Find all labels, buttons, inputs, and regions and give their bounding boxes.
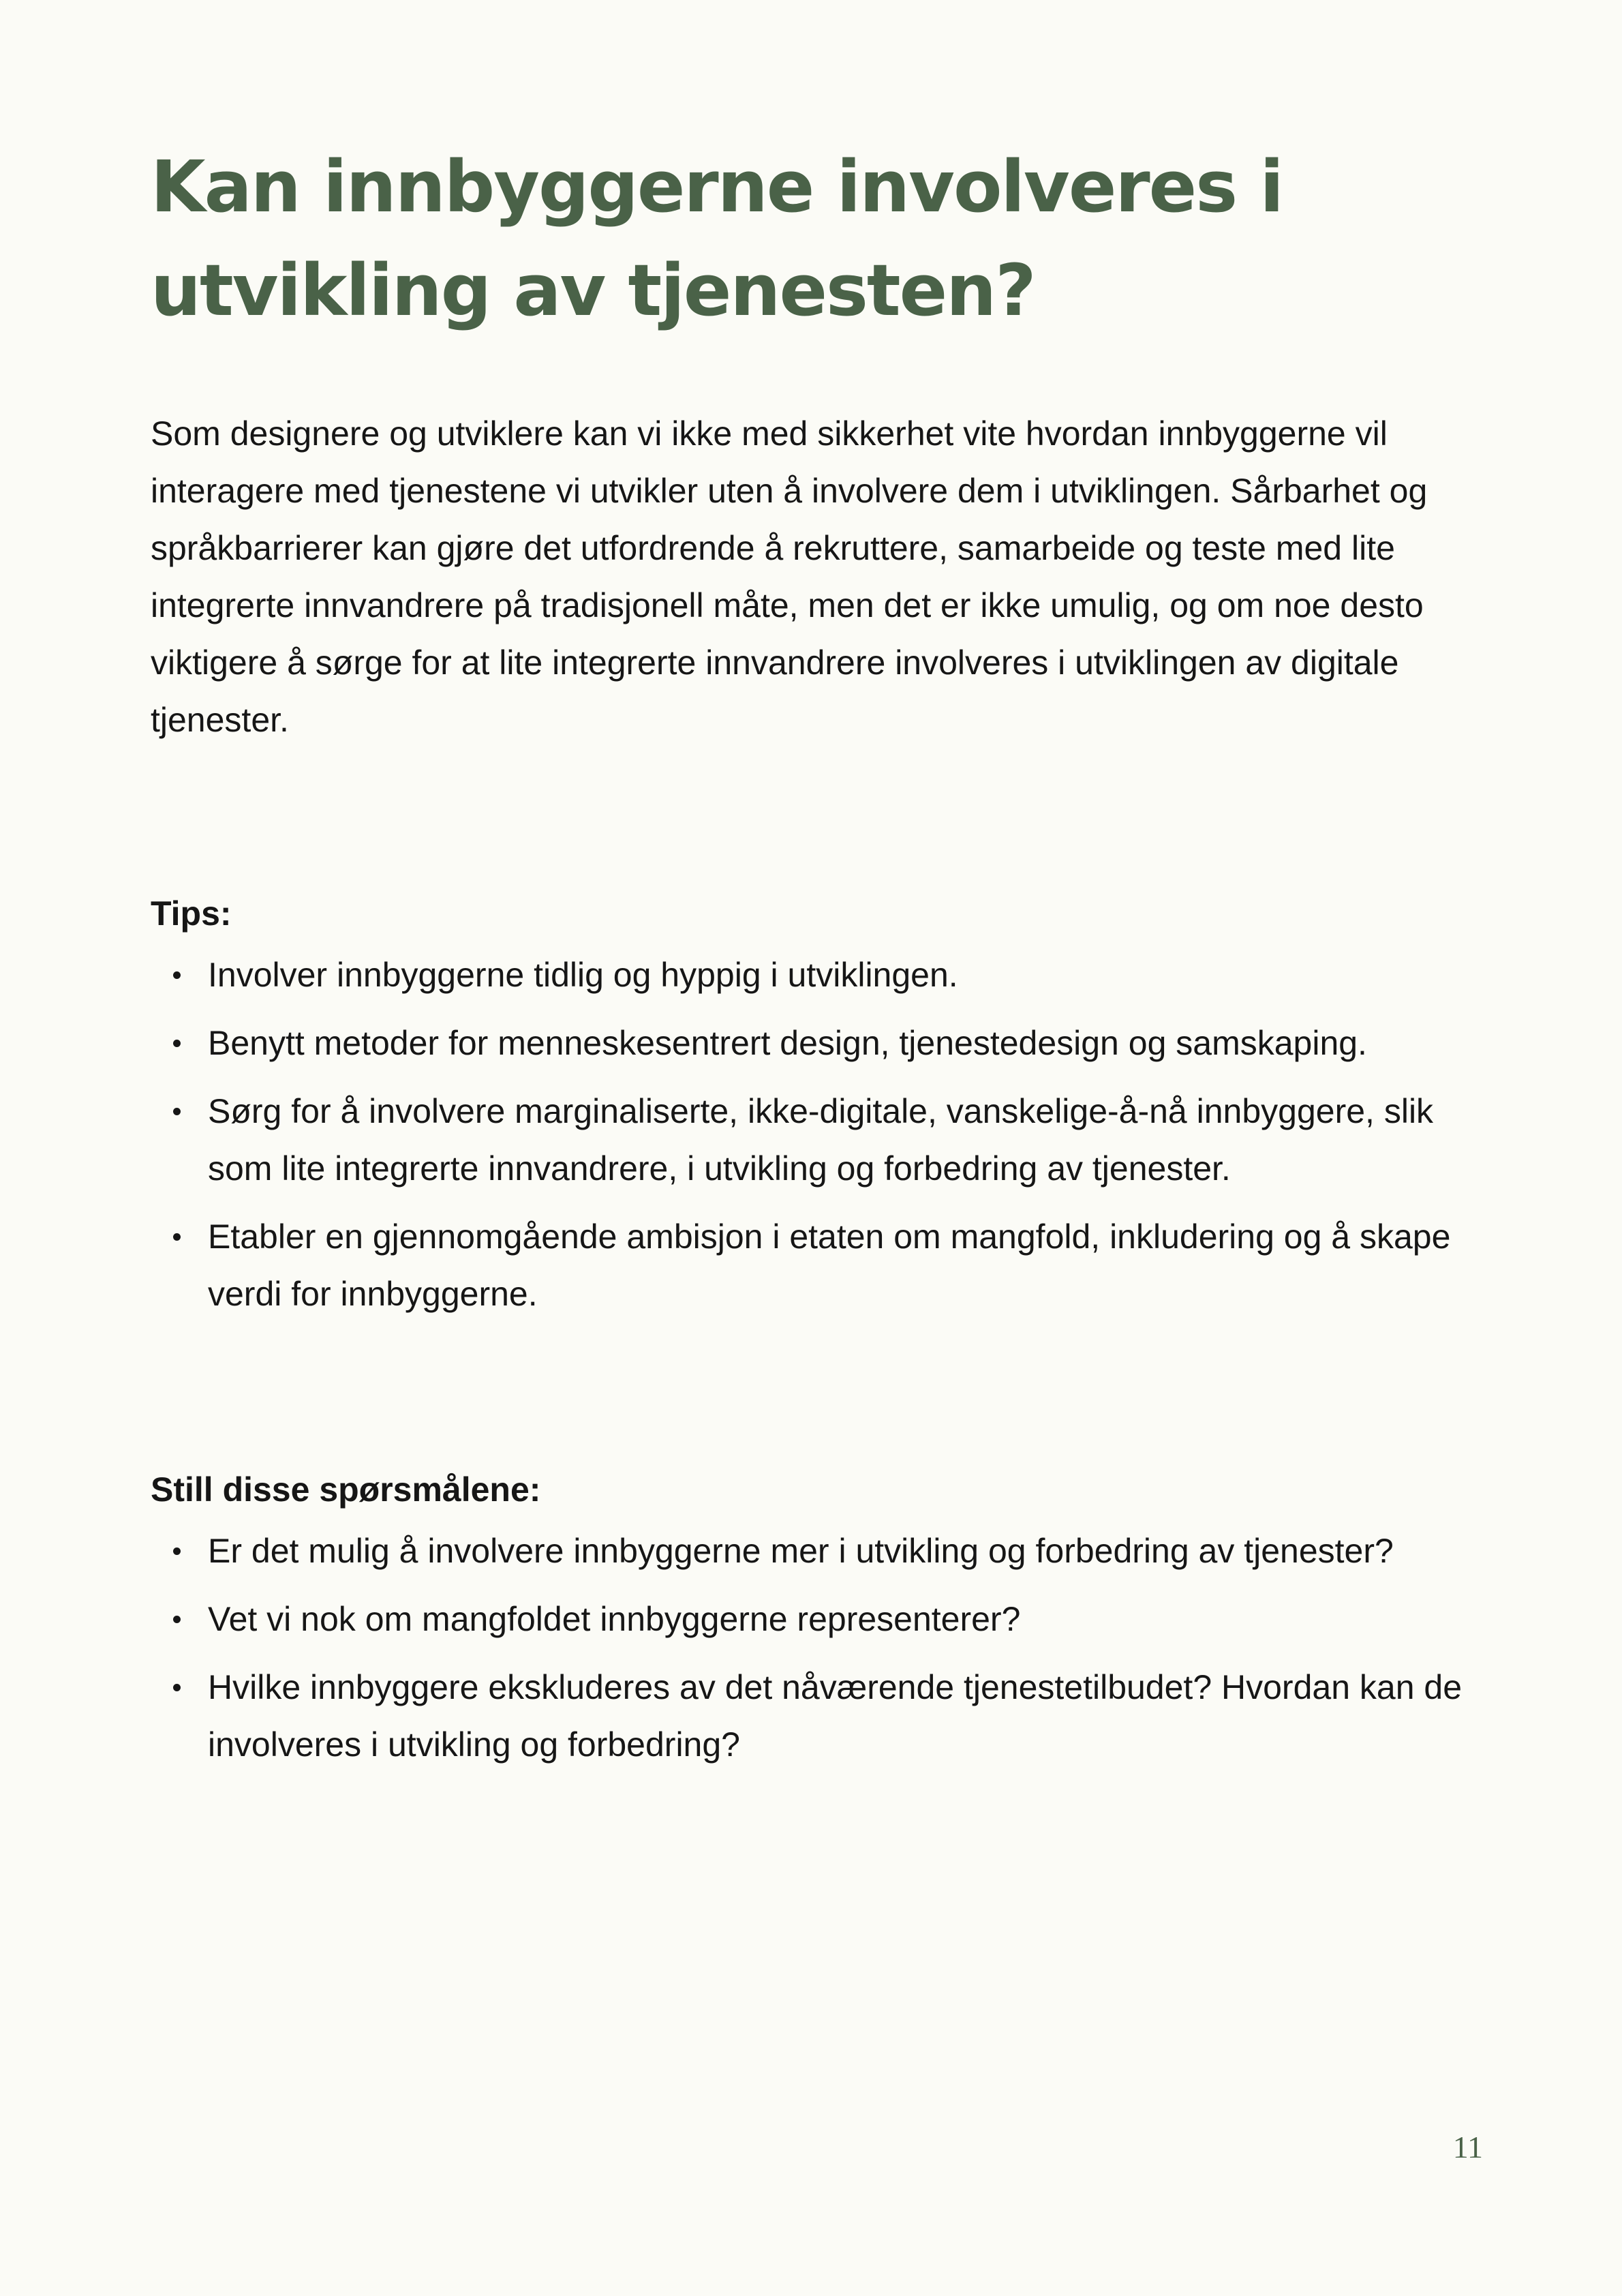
questions-list [151,1522,1486,1773]
page-number: 11 [1452,2130,1483,2164]
page-title: Kan innbyggerne involveres i utvikling av tjenesten? [151,145,1283,332]
list-item-text: Er det mulig å involvere innbyggerne mer i utvikling og forbedring av tjenester? [208,1532,1394,1570]
intro-paragraph: Som designere og utviklere kan vi ikke med sikkerhet vite hvordan innbyggerne vil interagere med tjenestene vi utvikler uten å involvere dem i utviklingen. Sårbarhet og språkbarrierer kan gjøre det utfordrende å rekruttere, samarbeide og teste med lite integrerte innvandrere på tradisjonell måte, men det er ikke umulig, og om noe desto viktigere å sørge for at lite integrerte innvandrere involveres i utviklingen av digitale tjenester. [151,414,1428,739]
list-item [151,1208,1486,1323]
bullet-icon [173,1684,181,1691]
list-item-text: Vet vi nok om mangfoldet innbyggerne representerer? [208,1600,1021,1638]
questions-heading: Still disse spørsmålene: [151,1470,541,1509]
list-item [151,1014,1486,1072]
list-item-text: Sørg for å involvere marginaliserte, ikke-digitale, vanskelige-å-nå innbyggere, slik som lite integrerte innvandrere, i utvikling og forbedring av tjenester. [208,1092,1434,1188]
document-page [151,0,1486,2296]
bullet-icon [173,1233,181,1241]
list-item [151,1522,1486,1580]
questions-section [151,1461,1486,1784]
bullet-icon [173,971,181,979]
list-item [151,1590,1486,1648]
bullet-icon [173,1547,181,1555]
tips-section [151,885,1486,1333]
list-item [151,946,1486,1003]
list-item [151,1659,1486,1773]
list-item-text: Involver innbyggerne tidlig og hyppig i utviklingen. [208,956,958,994]
list-item-text: Etabler en gjennomgående ambisjon i etaten om mangfold, inkludering og å skape verdi for innbyggerne. [208,1218,1451,1313]
list-item-text: Benytt metoder for menneskesentrert design, tjenestedesign og samskaping. [208,1024,1367,1062]
bullet-icon [173,1040,181,1047]
list-item-text: Hvilke innbyggere ekskluderes av det nåværende tjenestetilbudet? Hvordan kan de involveres i utvikling og forbedring? [208,1668,1463,1764]
list-item [151,1083,1486,1197]
tips-heading: Tips: [151,894,232,933]
bullet-icon [173,1616,181,1623]
bullet-icon [173,1108,181,1115]
tips-list [151,946,1486,1323]
